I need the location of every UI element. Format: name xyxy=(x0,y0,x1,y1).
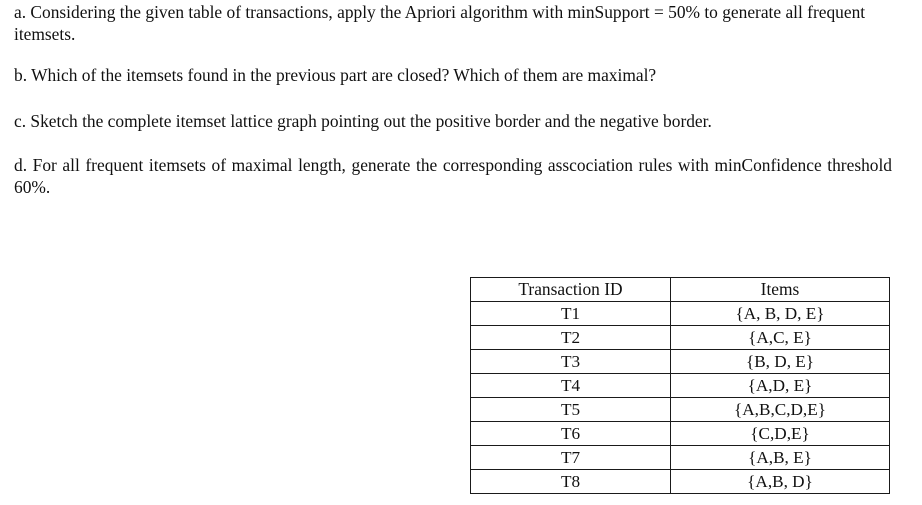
cell-transaction-id: T8 xyxy=(471,470,671,494)
column-header-transaction-id: Transaction ID xyxy=(471,278,671,302)
cell-transaction-id: T3 xyxy=(471,350,671,374)
column-header-items: Items xyxy=(671,278,890,302)
question-a: a. Considering the given table of transactions, apply the Apriori algorithm with minSupport = 50% to generate all frequent itemsets. xyxy=(14,2,866,44)
question-c: c. Sketch the complete itemset lattice graph pointing out the positive border and the negative border. xyxy=(14,110,712,131)
cell-items: {B, D, E} xyxy=(671,350,890,374)
cell-items: {A,B, D} xyxy=(671,470,890,494)
questions-block xyxy=(14,2,892,198)
cell-transaction-id: T5 xyxy=(471,398,671,422)
table-row xyxy=(471,302,890,326)
cell-items: {A, B, D, E} xyxy=(671,302,890,326)
table-row xyxy=(471,446,890,470)
cell-transaction-id: T1 xyxy=(471,302,671,326)
table-header xyxy=(471,278,890,302)
cell-transaction-id: T6 xyxy=(471,422,671,446)
cell-transaction-id: T2 xyxy=(471,326,671,350)
cell-items: {A,D, E} xyxy=(671,374,890,398)
table-row xyxy=(471,350,890,374)
transaction-table xyxy=(470,277,890,494)
table-row xyxy=(471,398,890,422)
spacer-b-c xyxy=(14,87,892,111)
cell-items: {A,B,C,D,E} xyxy=(671,398,890,422)
table-row xyxy=(471,326,890,350)
cell-items: {C,D,E} xyxy=(671,422,890,446)
table-header-row xyxy=(471,278,890,302)
table-row xyxy=(471,422,890,446)
table-row xyxy=(471,470,890,494)
spacer-c-d xyxy=(14,132,892,155)
table-body xyxy=(471,302,890,494)
question-b: b. Which of the itemsets found in the previous part are closed? Which of them are maximal? xyxy=(14,65,657,85)
table-row xyxy=(471,374,890,398)
cell-transaction-id: T7 xyxy=(471,446,671,470)
spacer-a-b xyxy=(14,45,892,65)
transaction-table-container xyxy=(470,277,890,494)
cell-items: {A,B, E} xyxy=(671,446,890,470)
cell-transaction-id: T4 xyxy=(471,374,671,398)
cell-items: {A,C, E} xyxy=(671,326,890,350)
question-d: d. For all frequent itemsets of maximal length, generate the corresponding asscociation rules with minConfidence threshold 60%. xyxy=(14,155,892,197)
